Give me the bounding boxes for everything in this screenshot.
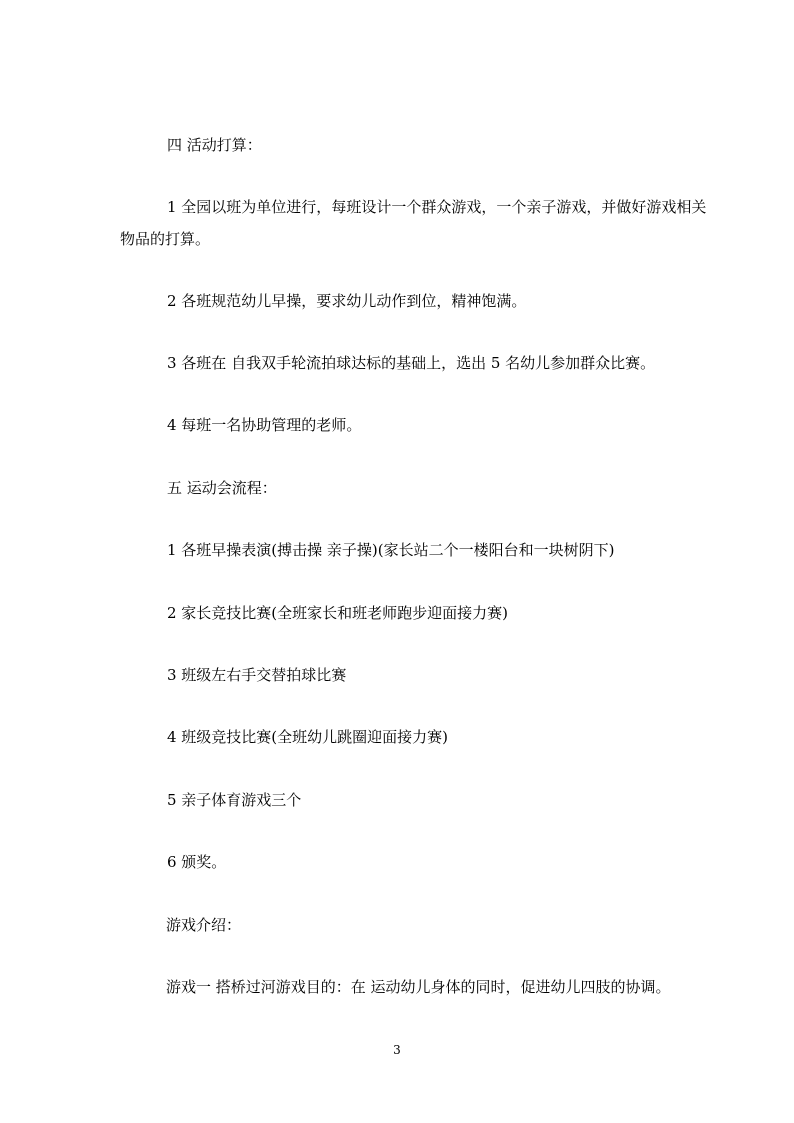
paragraph: 6 颁奖。 (167, 853, 227, 871)
paragraph: 2 家长竞技比赛(全班家长和班老师跑步迎面接力赛) (167, 604, 509, 622)
paragraph: 2 各班规范幼儿早操，要求幼儿动作到位，精神饱满。 (167, 292, 527, 310)
paragraph: 1 各班早操表演(搏击操 亲子操)(家长站二个一楼阳台和一块树阴下) (167, 541, 615, 559)
page-number: 3 (393, 1043, 401, 1057)
paragraph: 3 各班在 自我双手轮流拍球达标的基础上，选出 5 名幼儿参加群众比赛。 (167, 354, 656, 372)
paragraph: 5 亲子体育游戏三个 (167, 791, 302, 809)
section-heading-sports-meet-flow: 五 运动会流程： (167, 479, 277, 497)
paragraph: 1 全园以班为单位进行，每班设计一个群众游戏，一个亲子游戏，并做好游戏相关物品的打算。 (120, 198, 707, 248)
section-heading-activity-plan: 四 活动打算： (167, 136, 262, 154)
section-heading-game-intro: 游戏介绍： (166, 916, 242, 934)
paragraph: 4 每班一名协助管理的老师。 (167, 416, 362, 434)
paragraph: 游戏一 搭桥过河游戏目的：在 运动幼儿身体的同时，促进幼儿四肢的协调。 (166, 978, 671, 996)
paragraph: 3 班级左右手交替拍球比赛 (167, 666, 347, 684)
paragraph: 4 班级竞技比赛(全班幼儿跳圈迎面接力赛) (167, 728, 449, 746)
